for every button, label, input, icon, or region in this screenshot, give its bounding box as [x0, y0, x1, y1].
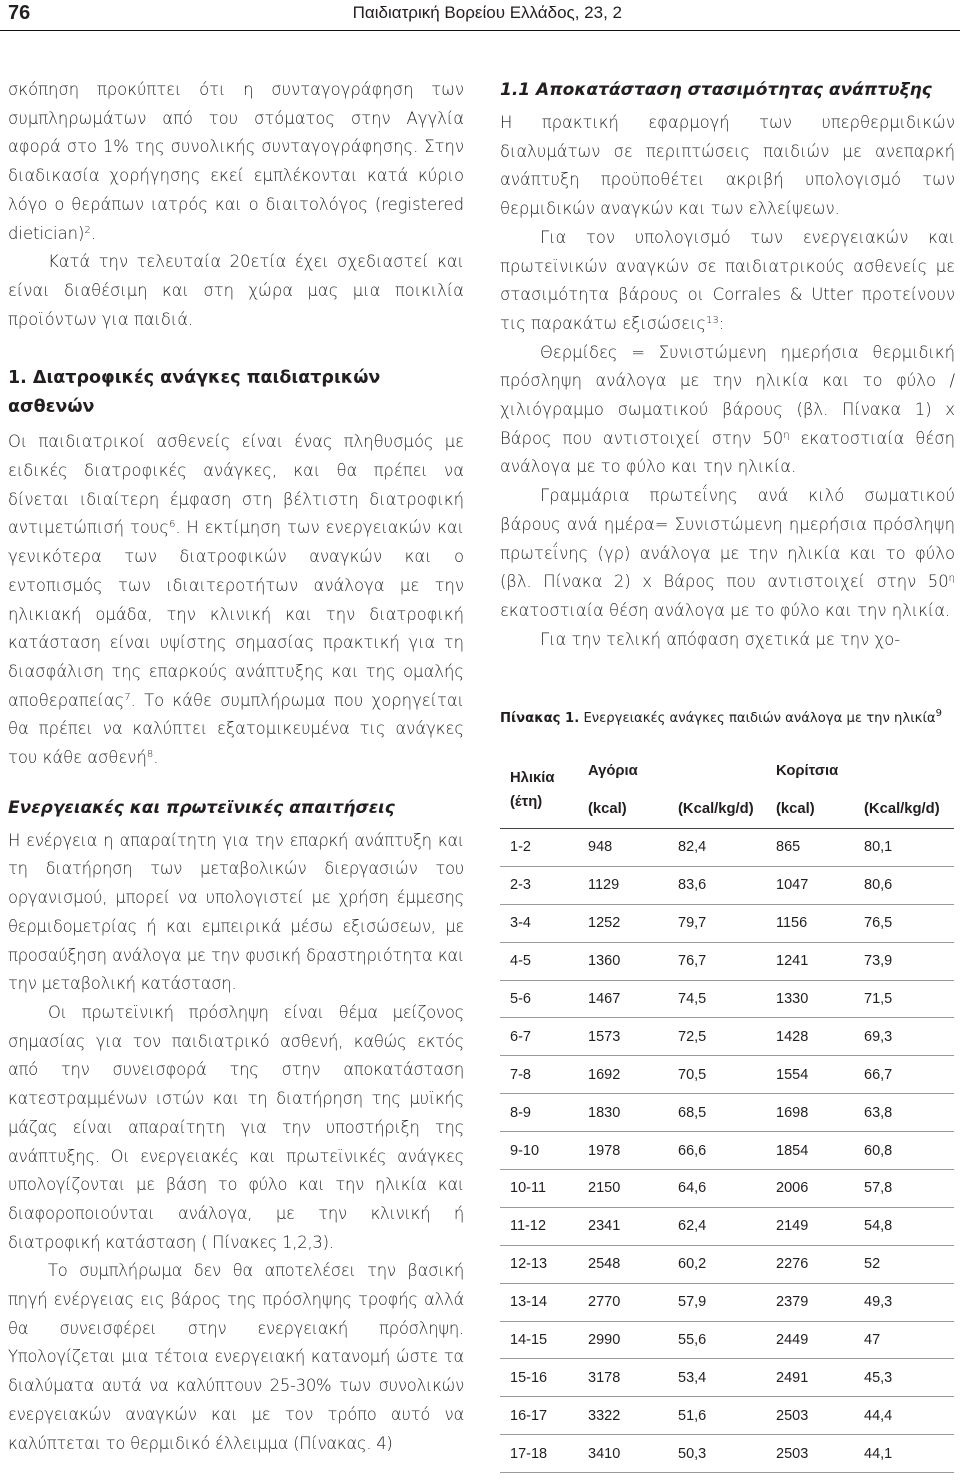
table-cell: 2449	[776, 1332, 809, 1349]
table-row	[500, 904, 954, 942]
table-cell: 2149	[776, 1218, 809, 1235]
table-cell: 69,3	[864, 1028, 893, 1045]
table-cell: 2-3	[510, 877, 531, 894]
table-cell: 60,2	[678, 1256, 707, 1273]
table-cell: 11-12	[510, 1218, 547, 1235]
table-cell: 1330	[776, 991, 809, 1007]
table-cell: 82,4	[678, 839, 707, 856]
table-cell: 74,5	[678, 991, 707, 1007]
table-cell: 80,6	[864, 877, 893, 894]
table-body	[500, 829, 954, 1473]
citation: 2	[84, 224, 91, 236]
table-row	[500, 1359, 954, 1397]
table-caption: Πίνακας 1. Ενεργειακές ανάγκες παιδιών ανάλογα με την ηλικία$^9$	[500, 708, 942, 726]
citation: 6	[168, 519, 176, 531]
table-row	[500, 1094, 954, 1132]
equation-paragraph: Γραμμάρια πρωτεΐνης ανά κιλό σωματικού βάρους ανά ημέρα= Συνιστώμενη ημερήσια πρόσληψη πρωτεΐνης (γρ) ανάλογα με την ηλικία και το φύλο (βλ. Πίνακα 2) x Βάρος που αντιστοιχεί στην $50^\eta$ εκατοστιαία θέση ανάλογα με το φύλο και την ηλικία.	[500, 486, 955, 620]
table-row	[500, 1207, 954, 1245]
table-cell: 76,5	[864, 915, 893, 932]
table-cell: 1047	[776, 877, 809, 894]
table-cell: 57,9	[678, 1294, 707, 1311]
table-cell: 1428	[776, 1028, 809, 1045]
table-cell: 13-14	[510, 1294, 548, 1311]
citation: 13	[705, 314, 719, 326]
paragraph: Οι παιδιατρικοί ασθενείς είναι ένας πληθυσμός με ειδικές διατροφικές ανάγκες, και θα πρέπει να δίνεται ιδιαίτερη έμφαση στη βέλτιστη διατροφική αντιμετώπισή τους$^6$. Η εκτίμηση των ενεργειακών και γενικότερα των διατροφικών αναγκών και ο εντοπισμός των ιδιαιτεροτήτων ανάλογα με την ηλικιακή ομάδα, την κλινική και την διατροφική κατάσταση είναι υψίστης σημασίας πρακτική για τη διασφάλιση της επαρκούς ανάπτυξης και της ομαλής αποθεραπείας$^7$. Το κάθε συμπλήρωμα που χορηγείται θα πρέπει να καλύπτει εξατομικευμένα τις ανάγκες του κάθε ασθενή$^8$.	[8, 432, 464, 768]
table-cell: 51,6	[678, 1407, 707, 1424]
table-cell: 53,4	[678, 1369, 707, 1386]
table-cell: 63,8	[864, 1104, 893, 1121]
table-cell: 2341	[588, 1218, 621, 1235]
table-row	[500, 829, 954, 867]
subsection-heading: 1.1 Αποκατάσταση στασιμότητας ανάπτυξης	[500, 80, 932, 100]
table-cell: 15-16	[510, 1369, 548, 1386]
header-unit: (Kcal/kg/d)	[864, 801, 940, 817]
table-cell: 4-5	[510, 953, 531, 970]
table-cell: 1978	[588, 1142, 621, 1159]
table-cell: 2276	[776, 1256, 809, 1273]
table-cell: 79,7	[678, 915, 707, 932]
citation: 8	[146, 749, 154, 761]
paragraph: Οι πρωτεϊνική πρόσληψη είναι θέμα μείζονος σημασίας για τον παιδιατρικό ασθενή, καθώς εκτός από την συνεισφορά της στην αποκατάσταση κατεστραμμένων ιστών και τη διατήρηση της μυϊκής μάζας είναι απαραίτητη για την υποστήριξη της ανάπτυξης. Οι ενεργειακές και πρωτεϊνικές ανάγκες υπολογίζονται με βάση το φύλο και την ηλικία και διαφοροποιούνται ανάλογα, με την κλινική ή διατροφική κατάσταση ( Πίνακες 1,2,3).	[8, 1002, 464, 1252]
table-cell: 66,6	[678, 1142, 707, 1159]
table-row	[500, 1056, 954, 1094]
table-row	[500, 942, 954, 980]
table-cell: 1554	[776, 1066, 809, 1083]
table-row	[500, 1245, 954, 1283]
table-cell: 1573	[588, 1028, 621, 1045]
table-cell: 2491	[776, 1369, 809, 1386]
table-cell: 55,6	[678, 1332, 707, 1349]
table-cell: 52	[864, 1256, 881, 1273]
table-cell: 2379	[776, 1294, 809, 1311]
table-cell: 49,3	[864, 1294, 893, 1311]
table-cell: 54,8	[864, 1218, 893, 1235]
table-cell: 1467	[588, 991, 621, 1007]
table-cell: 1252	[588, 915, 621, 932]
table-cell: 9-10	[510, 1142, 540, 1159]
table-cell: 17-18	[510, 1445, 548, 1462]
paragraph: Το συμπλήρωμα δεν θα αποτελέσει την βασική πηγή ενέργειας εις βάρος της πρόσληψης τροφής αλλά θα συνεισφέρει στην ενεργειακή πρόσληψη. Υπολογίζεται μια τέτοια ενεργειακή κατανομή ώστε τα διαλύματα αυτά να καλύπτουν 25-30% των συνολικών ενεργειακών αναγκών και με τον τρόπο αυτό να καλύπτεται το θερμιδικό έλλειμμα (Πίνακας. 4)	[8, 1261, 464, 1453]
table-cell: 2990	[588, 1332, 621, 1349]
table-cell: 1129	[588, 877, 620, 894]
table-cell: 10-11	[510, 1180, 547, 1197]
table-cell: 3410	[588, 1445, 621, 1462]
table-cell: 16-17	[510, 1407, 548, 1424]
table-cell: 8-9	[510, 1104, 531, 1121]
header-unit: (kcal)	[588, 801, 627, 817]
table-cell: 14-15	[510, 1332, 548, 1349]
table-cell: 12-13	[510, 1256, 548, 1273]
right-column	[500, 76, 955, 654]
table-cell: 1-2	[510, 839, 531, 856]
table-cell: 45,3	[864, 1369, 893, 1386]
table-cell: 62,4	[678, 1218, 707, 1235]
table-cell: 76,7	[678, 953, 707, 970]
table-cell: 44,4	[864, 1407, 893, 1424]
table-cell: 71,5	[864, 991, 893, 1007]
table-cell: 2006	[776, 1180, 809, 1197]
subsection-heading: Ενεργειακές και πρωτεϊνικές απαιτήσεις	[8, 797, 395, 818]
paragraph: σκόπηση προκύπτει ότι η συνταγογράφηση των συμπληρωμάτων από του στόματος στην Αγγλία αφορά στο 1% της συνολικής συνταγογράφησης. Στην διαδικασία χορήγησης εκεί εμπλέκονται κατά κύριο λόγο ο θεράπων ιατρός και ο διαιτολόγος (registered dietician)$^2$.	[8, 80, 464, 243]
equation-paragraph: Θερμίδες = Συνιστώμενη ημερήσια θερμιδική πρόσληψη ανάλογα με την ηλικία και το φύλο / χιλιόγραμμο σωματικού βάρους (βλ. Πίνακα 1) x Βάρος που αντιστοιχεί στην $50^\eta$ εκατοστιαία θέση ανάλογα με το φύλο και την ηλικία.	[500, 342, 955, 477]
table-cell: 64,6	[678, 1180, 707, 1197]
table-cell: 1830	[588, 1104, 621, 1121]
table-cell: 5-6	[510, 991, 531, 1007]
table-cell: 1854	[776, 1142, 809, 1159]
table-cell: 3-4	[510, 915, 531, 932]
table-cell: 70,5	[678, 1066, 707, 1083]
page-header	[0, 0, 960, 31]
left-column	[8, 76, 464, 1458]
table-cell: 1360	[588, 953, 621, 970]
page-number: 76	[8, 2, 31, 24]
citation: 7	[124, 691, 131, 703]
table-cell: 1692	[588, 1066, 621, 1083]
table-row	[500, 1283, 954, 1321]
table-cell: 57,8	[864, 1180, 893, 1197]
journal-title: Παιδιατρική Βορείου Ελλάδος, 23, 2	[352, 3, 622, 22]
table-row	[500, 980, 954, 1018]
paragraph: Κατά την τελευταία 20ετία έχει σχεδιαστεί και είναι διαθέσιμη και στη χώρα μας μια ποικιλία προϊόντων για παιδιά.	[8, 252, 464, 329]
table-cell: 2150	[588, 1180, 621, 1197]
header-girls: Κορίτσια	[776, 763, 839, 779]
table-cell: 948	[588, 839, 613, 856]
table-cell: 3322	[588, 1407, 621, 1424]
table-cell: 47	[864, 1332, 881, 1349]
table-cell: 7-8	[510, 1066, 531, 1083]
table-row	[500, 1321, 954, 1359]
section-heading: 1. Διατροφικές ανάγκες παιδιατρικών ασθενών	[8, 368, 381, 418]
paragraph: Για την τελική απόφαση σχετικά με την χο-	[540, 629, 901, 649]
table-cell: 2548	[588, 1256, 621, 1273]
table-cell: 1241	[776, 953, 809, 970]
table-cell: 2503	[776, 1407, 809, 1424]
table-cell: 2770	[588, 1294, 621, 1311]
header-boys: Αγόρια	[588, 763, 638, 779]
table-row	[500, 1132, 954, 1170]
table-row	[500, 1018, 954, 1056]
table-cell: 60,8	[864, 1142, 893, 1159]
paragraph: Η ενέργεια η απαραίτητη για την επαρκή ανάπτυξη και τη διατήρηση των μεταβολικών διεργασιών του οργανισμού, μπορεί να υπολογιστεί με χρήση έμμεσης θερμιδομετρίας ή και εμπειρικά μέσω εξισώσεων, με προσαύξηση ανάλογα με την φυσική δραστηριότητα και την μεταβολική κατάσταση.	[8, 830, 464, 994]
table-cell: 72,5	[678, 1028, 707, 1045]
table-cell: 73,9	[864, 953, 893, 970]
table-cell: 1698	[776, 1104, 809, 1121]
table-cell: 2503	[776, 1445, 809, 1462]
table-cell: 3178	[588, 1369, 621, 1386]
header-unit: (Kcal/kg/d)	[678, 801, 754, 817]
table-row	[500, 1435, 954, 1473]
table-row	[500, 1170, 954, 1208]
paragraph: Η πρακτική εφαρμογή των υπερθερμιδικών διαλυμάτων σε περιπτώσεις παιδιών με ανεπαρκή ανάπτυξη προϋποθέτει ακριβή υπολογισμό των θερμιδικών αναγκών και των ελλείψεων.	[500, 113, 955, 219]
energy-needs-table	[500, 752, 954, 1473]
table-cell: 44,1	[864, 1445, 893, 1462]
header-unit: (kcal)	[776, 801, 815, 817]
table-row	[500, 866, 954, 904]
table-cell: 865	[776, 839, 801, 856]
table-row	[500, 1397, 954, 1435]
paragraph: Για τον υπολογισμό των ενεργειακών και πρωτεϊνικών αναγκών σε παιδιατρικούς ασθενείς με στασιμότητα βάρους οι Corrales & Utter προτείνουν τις παρακάτω εξισώσεις$^{13}$:	[500, 227, 955, 333]
table-cell: 50,3	[678, 1445, 707, 1462]
table-cell: 80,1	[864, 839, 893, 856]
table-cell: 66,7	[864, 1066, 893, 1083]
table-cell: 83,6	[678, 877, 707, 894]
header-age: Ηλικία (έτη)	[510, 770, 555, 810]
table-cell: 68,5	[678, 1104, 707, 1121]
table-cell: 6-7	[510, 1028, 531, 1045]
table-cell: 1156	[776, 915, 808, 932]
